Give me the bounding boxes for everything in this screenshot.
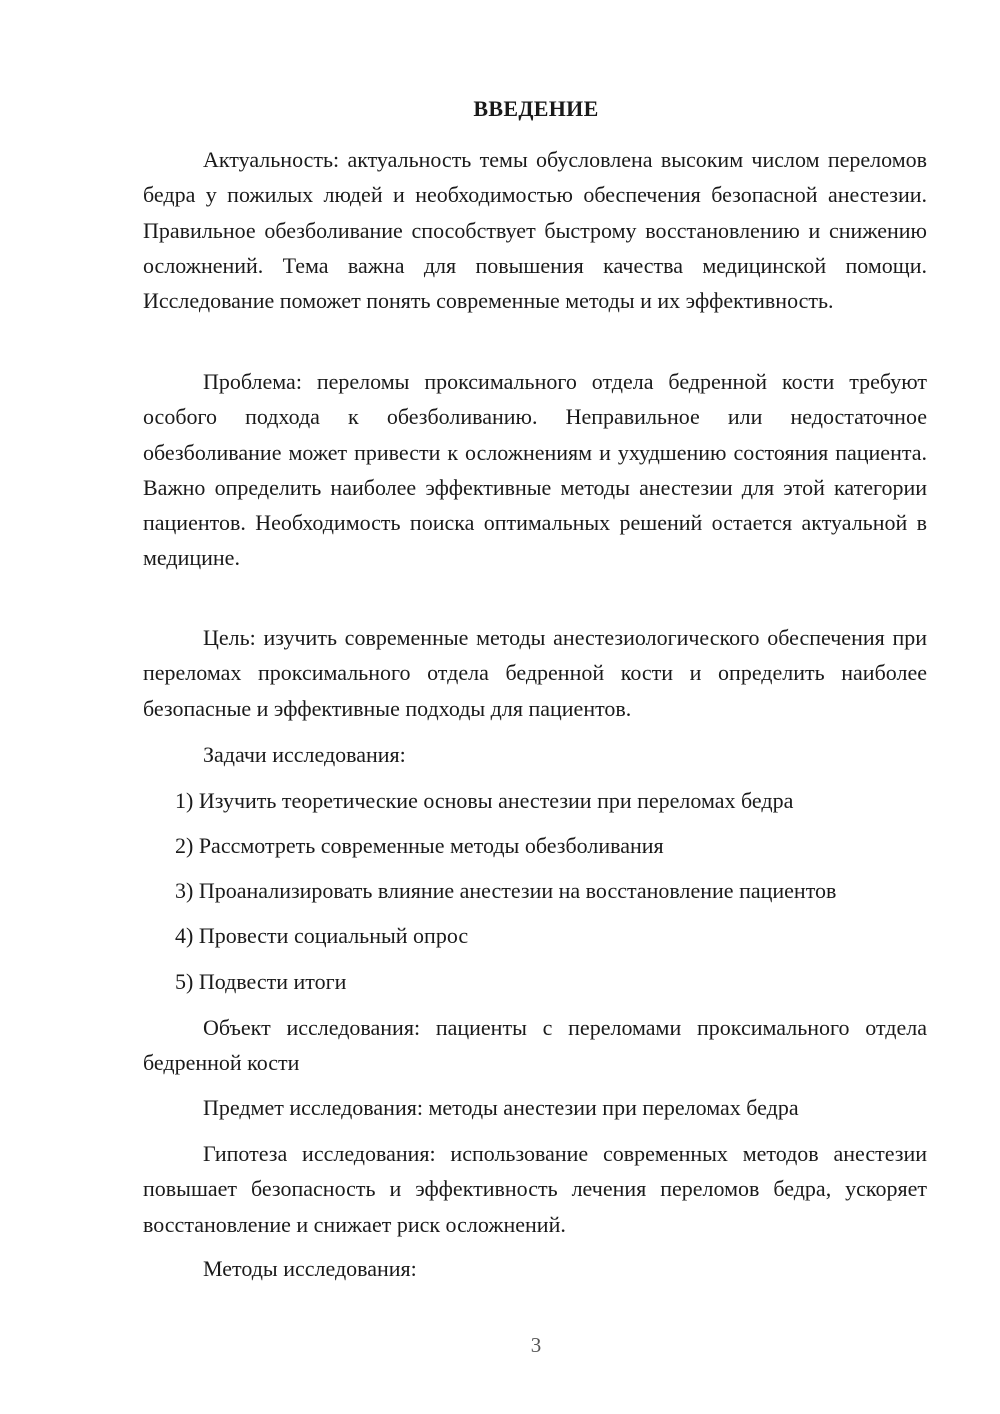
page-title: ВВЕДЕНИЕ (473, 96, 599, 121)
problem-paragraph: Проблема: переломы проксимального отдела бедренной кости требуют особого подхода к обезболиванию. Неправильное или недостаточное обезболивание может привести к осложнениям и ухудшению состояния пациента. Важно определить наиболее эффективные методы анестезии для этой категории пациентов. Необходимость поиска оптимальных решений остается актуальной в медицине. (143, 369, 927, 571)
relevance-paragraph: Актуальность: актуальность темы обусловлена высоким числом переломов бедра у пожилых людей и необходимостью обеспечения безопасной анестезии. Правильное обезболивание способствует быстрому восстановлению и снижению осложнений. Тема важна для повышения качества медицинской помощи. Исследование поможет понять современные методы и их эффективность. (143, 147, 927, 314)
hypothesis-paragraph: Гипотеза исследования: использование современных методов анестезии повышает безопасность и эффективность лечения переломов бедра, ускоряет восстановление и снижает риск осложнений. (143, 1141, 927, 1237)
subject-paragraph: Предмет исследования: методы анестезии при переломах бедра (203, 1095, 799, 1120)
goal-paragraph: Цель: изучить современные методы анестезиологического обеспечения при переломах проксимального отдела бедренной кости и определить наиболее безопасные и эффективные подходы для пациентов. (143, 625, 927, 721)
object-paragraph: Объект исследования: пациенты с переломами проксимального отдела бедренной кости (143, 1015, 927, 1076)
task-item-1: 1) Изучить теоретические основы анестезии при переломах бедра (175, 788, 794, 813)
task-item-4: 4) Провести социальный опрос (175, 923, 469, 948)
tasks-label: Задачи исследования: (203, 742, 406, 767)
task-item-5: 5) Подвести итоги (175, 969, 347, 994)
task-item-2: 2) Рассмотреть современные методы обезболивания (175, 833, 664, 858)
task-item-3: 3) Проанализировать влияние анестезии на восстановление пациентов (175, 878, 837, 903)
page-number: 3 (530, 1333, 542, 1357)
methods-label: Методы исследования: (203, 1256, 417, 1281)
